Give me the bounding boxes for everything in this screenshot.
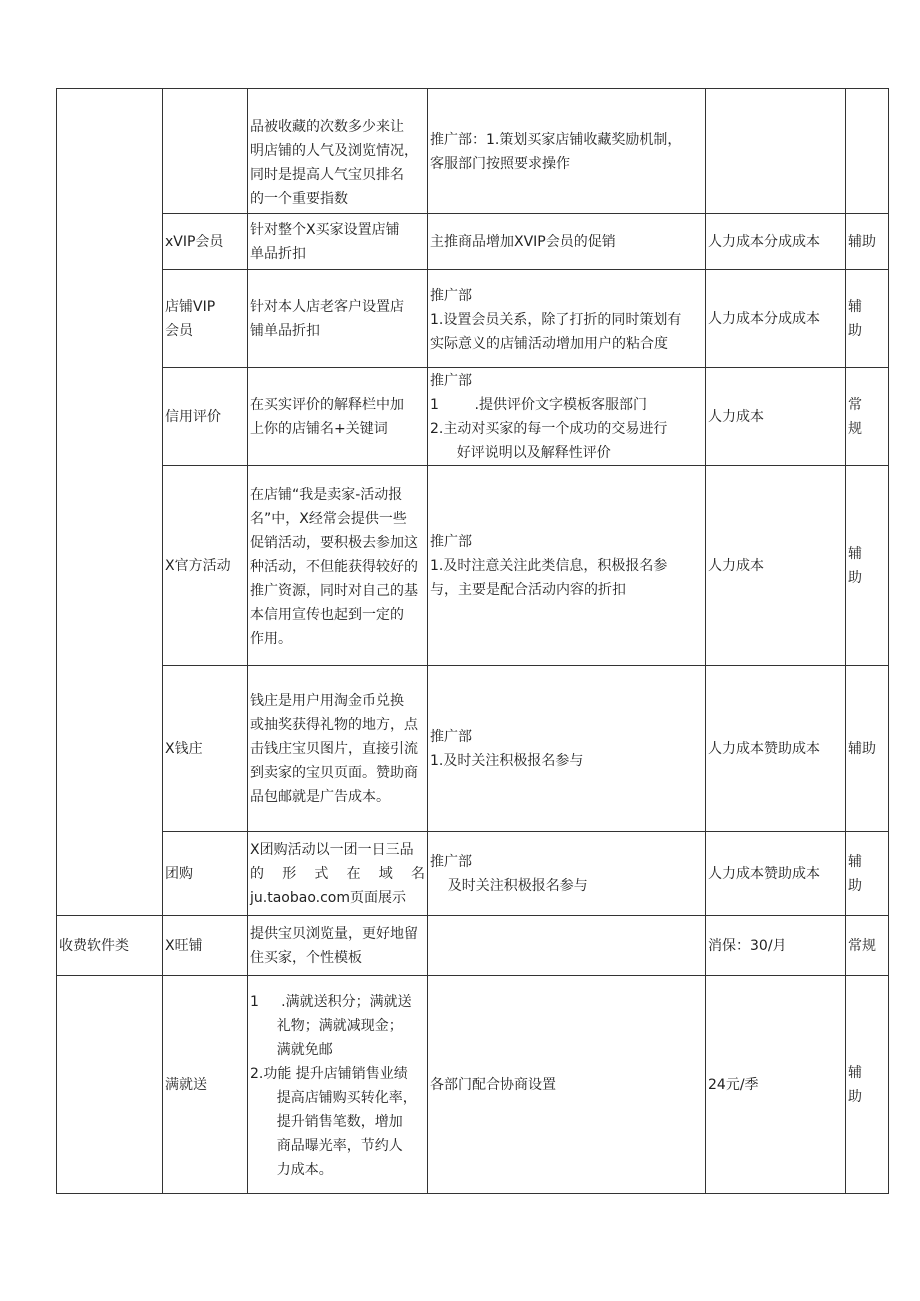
text-line: 及时关注积极报名参与 — [430, 877, 588, 894]
text-line: 明店铺的人气及浏览情况， — [250, 143, 418, 159]
cost-cell — [706, 666, 846, 832]
text-line: 提供宝贝浏览量，更好地留 — [250, 925, 418, 942]
category-cell — [57, 976, 163, 1194]
table-row — [57, 214, 889, 270]
department-action-cell — [428, 89, 706, 214]
description-cell — [248, 89, 428, 214]
department-action-cell — [428, 368, 706, 466]
cost-cell — [706, 89, 846, 214]
text-line: X团购活动以一团一日三品 — [250, 841, 414, 858]
type-cell — [846, 832, 889, 916]
text-line: 主推商品增加XVIP会员的促销 — [430, 233, 616, 250]
text-line: 满就送 — [165, 1076, 207, 1093]
text-line: 铺单品折扣 — [250, 322, 320, 339]
text-line: 常 — [848, 396, 862, 413]
text-line: 1.及时注意关注此类信息，积极报名参 — [430, 557, 668, 574]
text-line: 或抽奖获得礼物的地方，点 — [250, 716, 418, 733]
text-line: 助 — [848, 1088, 862, 1105]
text-line: 信用评价 — [165, 408, 221, 425]
text-line: 推广部 — [430, 373, 472, 389]
table-row — [57, 832, 889, 916]
text-line: 在买实评价的解释栏中加 — [250, 396, 404, 413]
item-name-cell — [163, 368, 248, 466]
cost-cell — [706, 270, 846, 368]
text-line: 品被收藏的次数多少来让 — [250, 119, 404, 135]
text-line: 规 — [848, 420, 862, 437]
text-line: 住买家，个性模板 — [250, 949, 362, 966]
item-name-cell — [163, 89, 248, 214]
item-name-cell — [163, 916, 248, 976]
item-name-cell — [163, 270, 248, 368]
text-line: 上你的店铺名+关键词 — [250, 420, 388, 437]
text-line: 24元/季 — [708, 1076, 759, 1093]
text-line: 单品折扣 — [250, 245, 306, 262]
department-action-cell — [428, 466, 706, 666]
department-action-cell — [428, 214, 706, 270]
text-line: 提高店铺购买转化率， — [250, 1089, 417, 1106]
description-cell — [248, 270, 428, 368]
type-cell — [846, 466, 889, 666]
text-line: 推广部：1.策划买家店铺收藏奖励机制， — [430, 131, 682, 148]
text-line: 辅 — [848, 853, 862, 870]
table-row — [57, 89, 889, 214]
description-cell — [248, 976, 428, 1194]
type-cell — [846, 214, 889, 270]
text-line: 人力成本 — [708, 408, 764, 425]
text-line: ju.taobao.com页面展示 — [250, 889, 406, 906]
text-line: 助 — [848, 322, 862, 339]
text-line: 1 .满就送积分；满就送 — [250, 993, 412, 1010]
text-line: 人力成本赞助成本 — [708, 865, 820, 882]
text-line: 针对整个X买家设置店铺 — [250, 221, 400, 238]
text-line: 辅 — [848, 1064, 862, 1081]
text-line: 作用。 — [250, 630, 292, 647]
cost-cell — [706, 368, 846, 466]
text-line: 2.功能 提升店铺销售业绩 — [250, 1065, 408, 1082]
category-cell — [57, 89, 163, 916]
description-cell — [248, 916, 428, 976]
cost-cell — [706, 916, 846, 976]
text-line: 助 — [848, 569, 862, 586]
text-line: X官方活动 — [165, 557, 231, 574]
text-line: 在店铺“我是卖家-活动报 — [250, 486, 403, 503]
text-line: 会员 — [165, 322, 193, 339]
text-line: 钱庄是用户用淘金币兑换 — [250, 692, 404, 709]
promotion-cost-table — [56, 88, 889, 1194]
text-line: 各部门配合协商设置 — [430, 1076, 556, 1093]
text-line: 提升销售笔数，增加 — [250, 1113, 403, 1130]
type-cell — [846, 976, 889, 1194]
department-action-cell — [428, 976, 706, 1194]
type-cell — [846, 270, 889, 368]
text-line: 推广部 — [430, 533, 472, 550]
text-line: xVIP会员 — [165, 233, 224, 250]
cost-cell — [706, 976, 846, 1194]
text-line: 2.主动对买家的每一个成功的交易进行 — [430, 421, 668, 437]
text-line: 1.设置会员关系，除了打折的同时策划有 — [430, 311, 682, 328]
description-cell — [248, 666, 428, 832]
category-cell — [57, 916, 163, 976]
text-line: 品包邮就是广告成本。 — [250, 788, 390, 805]
item-name-cell — [163, 214, 248, 270]
text-line: 的一个重要指数 — [250, 191, 348, 207]
text-line: 辅助 — [848, 233, 876, 250]
text-line: 推广部 — [430, 728, 472, 745]
text-line: 与，主要是配合活动内容的折扣 — [430, 581, 626, 598]
text-line: 推广部 — [430, 287, 472, 304]
text-line: 促销活动，要积极去参加这 — [250, 534, 418, 551]
item-name-cell — [163, 666, 248, 832]
text-line: 礼物；满就减现金； — [250, 1017, 403, 1034]
table-row — [57, 466, 889, 666]
table-row — [57, 976, 889, 1194]
text-line: 实际意义的店铺活动增加用户的粘合度 — [430, 335, 668, 352]
text-line: 辅 — [848, 545, 862, 562]
text-line: 针对本人店老客户设置店 — [250, 298, 404, 315]
item-name-cell — [163, 976, 248, 1194]
text-line: 力成本。 — [250, 1161, 333, 1178]
text-line: 满就免邮 — [250, 1041, 333, 1058]
item-name-cell — [163, 832, 248, 916]
text-line: 推广部 — [430, 853, 472, 870]
description-cell — [248, 368, 428, 466]
cost-cell — [706, 832, 846, 916]
text-line: 店铺VIP — [165, 298, 216, 315]
type-cell — [846, 368, 889, 466]
item-name-cell — [163, 466, 248, 666]
text-line: 1 .提供评价文字模板客服部门 — [430, 397, 647, 413]
description-cell — [248, 832, 428, 916]
text-line: 好评说明以及解释性评价 — [430, 445, 611, 461]
department-action-cell — [428, 832, 706, 916]
department-action-cell — [428, 666, 706, 832]
department-action-cell — [428, 916, 706, 976]
text-line: 商品曝光率，节约人 — [250, 1137, 403, 1154]
text-line: 人力成本分成成本 — [708, 233, 820, 250]
text-line: 1.及时关注积极报名参与 — [430, 752, 584, 769]
type-cell — [846, 666, 889, 832]
text-line: 收费软件类 — [59, 937, 129, 954]
table-row — [57, 666, 889, 832]
text-line: 客服部门按照要求操作 — [430, 155, 570, 172]
text-line: 常规 — [848, 937, 876, 954]
text-line: 同时是提高人气宝贝排名 — [250, 167, 404, 183]
text-line: 人力成本分成成本 — [708, 310, 820, 327]
text-line: 人力成本赞助成本 — [708, 740, 820, 757]
table-row — [57, 368, 889, 466]
text-line: 推广资源，同时对自己的基 — [250, 582, 418, 599]
text-line: X钱庄 — [165, 740, 203, 757]
text-line: 到卖家的宝贝页面。赞助商 — [250, 764, 418, 781]
text-line: 名”中，X经常会提供一些 — [250, 510, 407, 527]
table-row — [57, 270, 889, 368]
text-line: 种活动，不但能获得较好的 — [250, 558, 418, 575]
description-cell — [248, 466, 428, 666]
text-line: 辅助 — [848, 740, 876, 757]
text-line: 本信用宣传也起到一定的 — [250, 606, 404, 623]
text-line: 助 — [848, 877, 862, 894]
text-line: 团购 — [165, 865, 193, 882]
table-row — [57, 916, 889, 976]
text-line: 人力成本 — [708, 557, 764, 574]
text-line: 消保：30/月 — [708, 937, 787, 954]
cost-cell — [706, 214, 846, 270]
text-line: X旺铺 — [165, 937, 203, 954]
text-line: 的形式在域名 — [250, 865, 425, 882]
text-line: 击钱庄宝贝图片，直接引流 — [250, 740, 418, 757]
department-action-cell — [428, 270, 706, 368]
type-cell — [846, 916, 889, 976]
description-cell — [248, 214, 428, 270]
text-line: 辅 — [848, 298, 862, 315]
cost-cell — [706, 466, 846, 666]
type-cell — [846, 89, 889, 214]
